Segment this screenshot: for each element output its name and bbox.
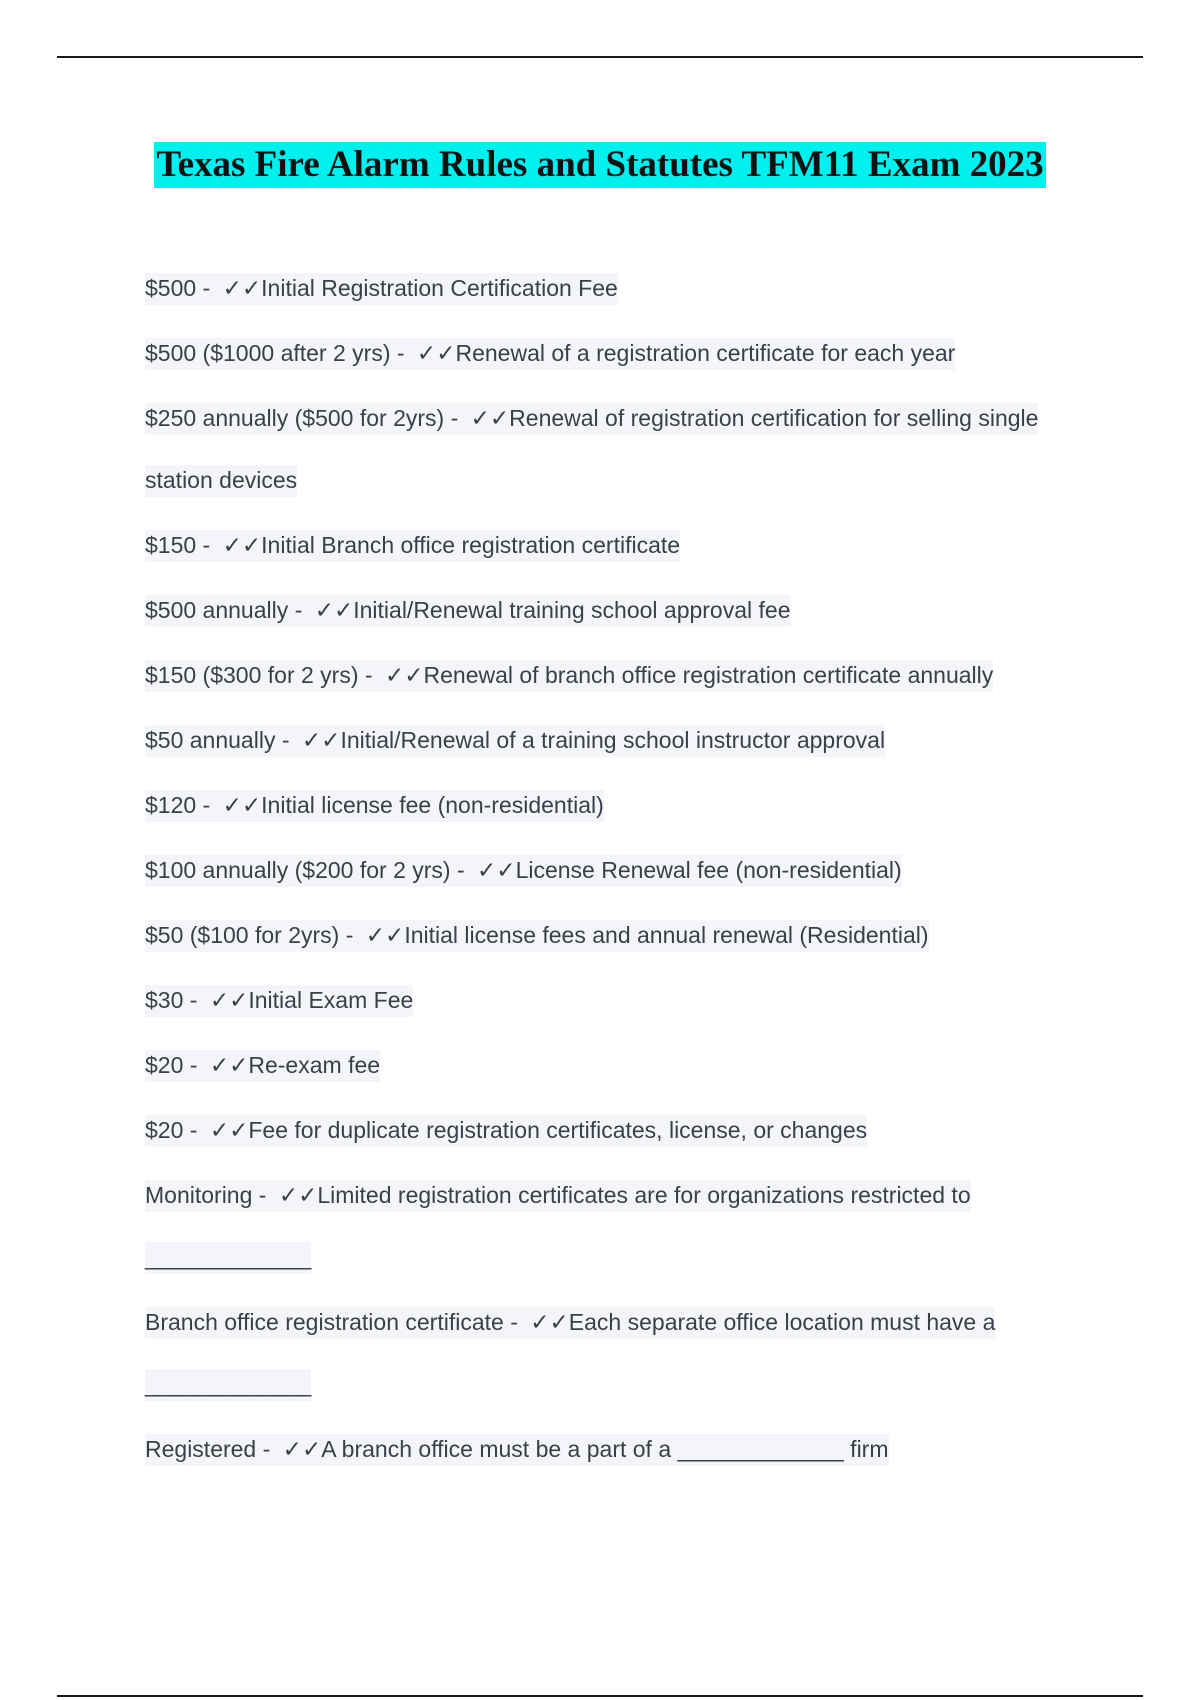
- check-mark-icon: ✓✓: [470, 405, 510, 431]
- list-item: [145, 387, 1095, 511]
- list-item: [145, 917, 1095, 953]
- definition: License Renewal fee (non-residential): [515, 857, 902, 883]
- check-mark-icon: ✓✓: [477, 857, 516, 883]
- definition: A branch office must be a part of a _____________ firm: [321, 1436, 889, 1462]
- list-item: [145, 722, 1095, 758]
- term: $500 ($1000 after 2 yrs) -: [145, 340, 411, 366]
- definition: Fee for duplicate registration certificates, license, or changes: [248, 1117, 868, 1143]
- check-mark-icon: ✓✓: [416, 340, 456, 366]
- definition: Initial Registration Certification Fee: [261, 275, 618, 301]
- definition: Initial/Renewal of a training school instructor approval: [340, 727, 886, 753]
- term: $20 -: [145, 1052, 204, 1078]
- title-container: [0, 142, 1200, 188]
- term: $100 annually ($200 for 2 yrs) -: [145, 857, 472, 883]
- check-mark-icon: ✓✓: [222, 792, 262, 818]
- check-mark-icon: ✓✓: [222, 532, 262, 558]
- definition: Re-exam fee: [248, 1052, 381, 1078]
- term: $250 annually ($500 for 2yrs) -: [145, 405, 465, 431]
- definition: Limited registration certificates are for organizations restricted to _____________: [145, 1182, 971, 1270]
- check-mark-icon: ✓✓: [282, 1436, 322, 1462]
- list-item: [145, 982, 1095, 1018]
- check-mark-icon: ✓✓: [530, 1309, 569, 1335]
- bottom-divider: [57, 1695, 1143, 1697]
- list-item: [145, 1431, 1095, 1467]
- list-item: [145, 1112, 1095, 1148]
- list-item: [145, 592, 1095, 628]
- definition: Each separate office location must have a _____________: [145, 1309, 996, 1397]
- list-item: [145, 1047, 1095, 1083]
- term: $500 -: [145, 275, 217, 301]
- definition: Initial Branch office registration certificate: [261, 532, 681, 558]
- list-item: [145, 787, 1095, 823]
- term: $120 -: [145, 792, 217, 818]
- top-divider: [57, 56, 1143, 58]
- term: Monitoring -: [145, 1182, 273, 1208]
- term: $50 ($100 for 2yrs) -: [145, 922, 360, 948]
- check-mark-icon: ✓✓: [365, 922, 405, 948]
- document-title: Texas Fire Alarm Rules and Statutes TFM11 Exam 2023: [154, 142, 1045, 188]
- check-mark-icon: ✓✓: [278, 1182, 318, 1208]
- definition: Initial Exam Fee: [248, 987, 414, 1013]
- list-item: [145, 270, 1095, 306]
- check-mark-icon: ✓✓: [209, 987, 249, 1013]
- definition: Initial license fee (non-residential): [261, 792, 604, 818]
- list-item: [145, 657, 1095, 693]
- list-item: [145, 1291, 1095, 1415]
- term: $20 -: [145, 1117, 204, 1143]
- list-item: [145, 852, 1095, 888]
- list-item: [145, 1164, 1095, 1288]
- definition: Renewal of branch office registration certificate annually: [423, 662, 994, 688]
- definition: Initial/Renewal training school approval fee: [353, 597, 791, 623]
- term: Branch office registration certificate -: [145, 1309, 525, 1335]
- term: $30 -: [145, 987, 204, 1013]
- definition: Renewal of registration certification for selling single station devices: [145, 405, 1039, 493]
- check-mark-icon: ✓✓: [209, 1117, 249, 1143]
- check-mark-icon: ✓✓: [209, 1052, 249, 1078]
- term: $500 annually -: [145, 597, 309, 623]
- definition: Initial license fees and annual renewal (Residential): [404, 922, 929, 948]
- check-mark-icon: ✓✓: [314, 597, 354, 623]
- list-item: [145, 335, 1095, 371]
- flashcard-list: [145, 270, 1095, 1496]
- definition: Renewal of a registration certificate for each year: [455, 340, 956, 366]
- check-mark-icon: ✓✓: [222, 275, 262, 301]
- list-item: [145, 527, 1095, 563]
- term: $150 -: [145, 532, 217, 558]
- check-mark-icon: ✓✓: [384, 662, 424, 688]
- term: Registered -: [145, 1436, 277, 1462]
- term: $150 ($300 for 2 yrs) -: [145, 662, 379, 688]
- check-mark-icon: ✓✓: [301, 727, 341, 753]
- term: $50 annually -: [145, 727, 296, 753]
